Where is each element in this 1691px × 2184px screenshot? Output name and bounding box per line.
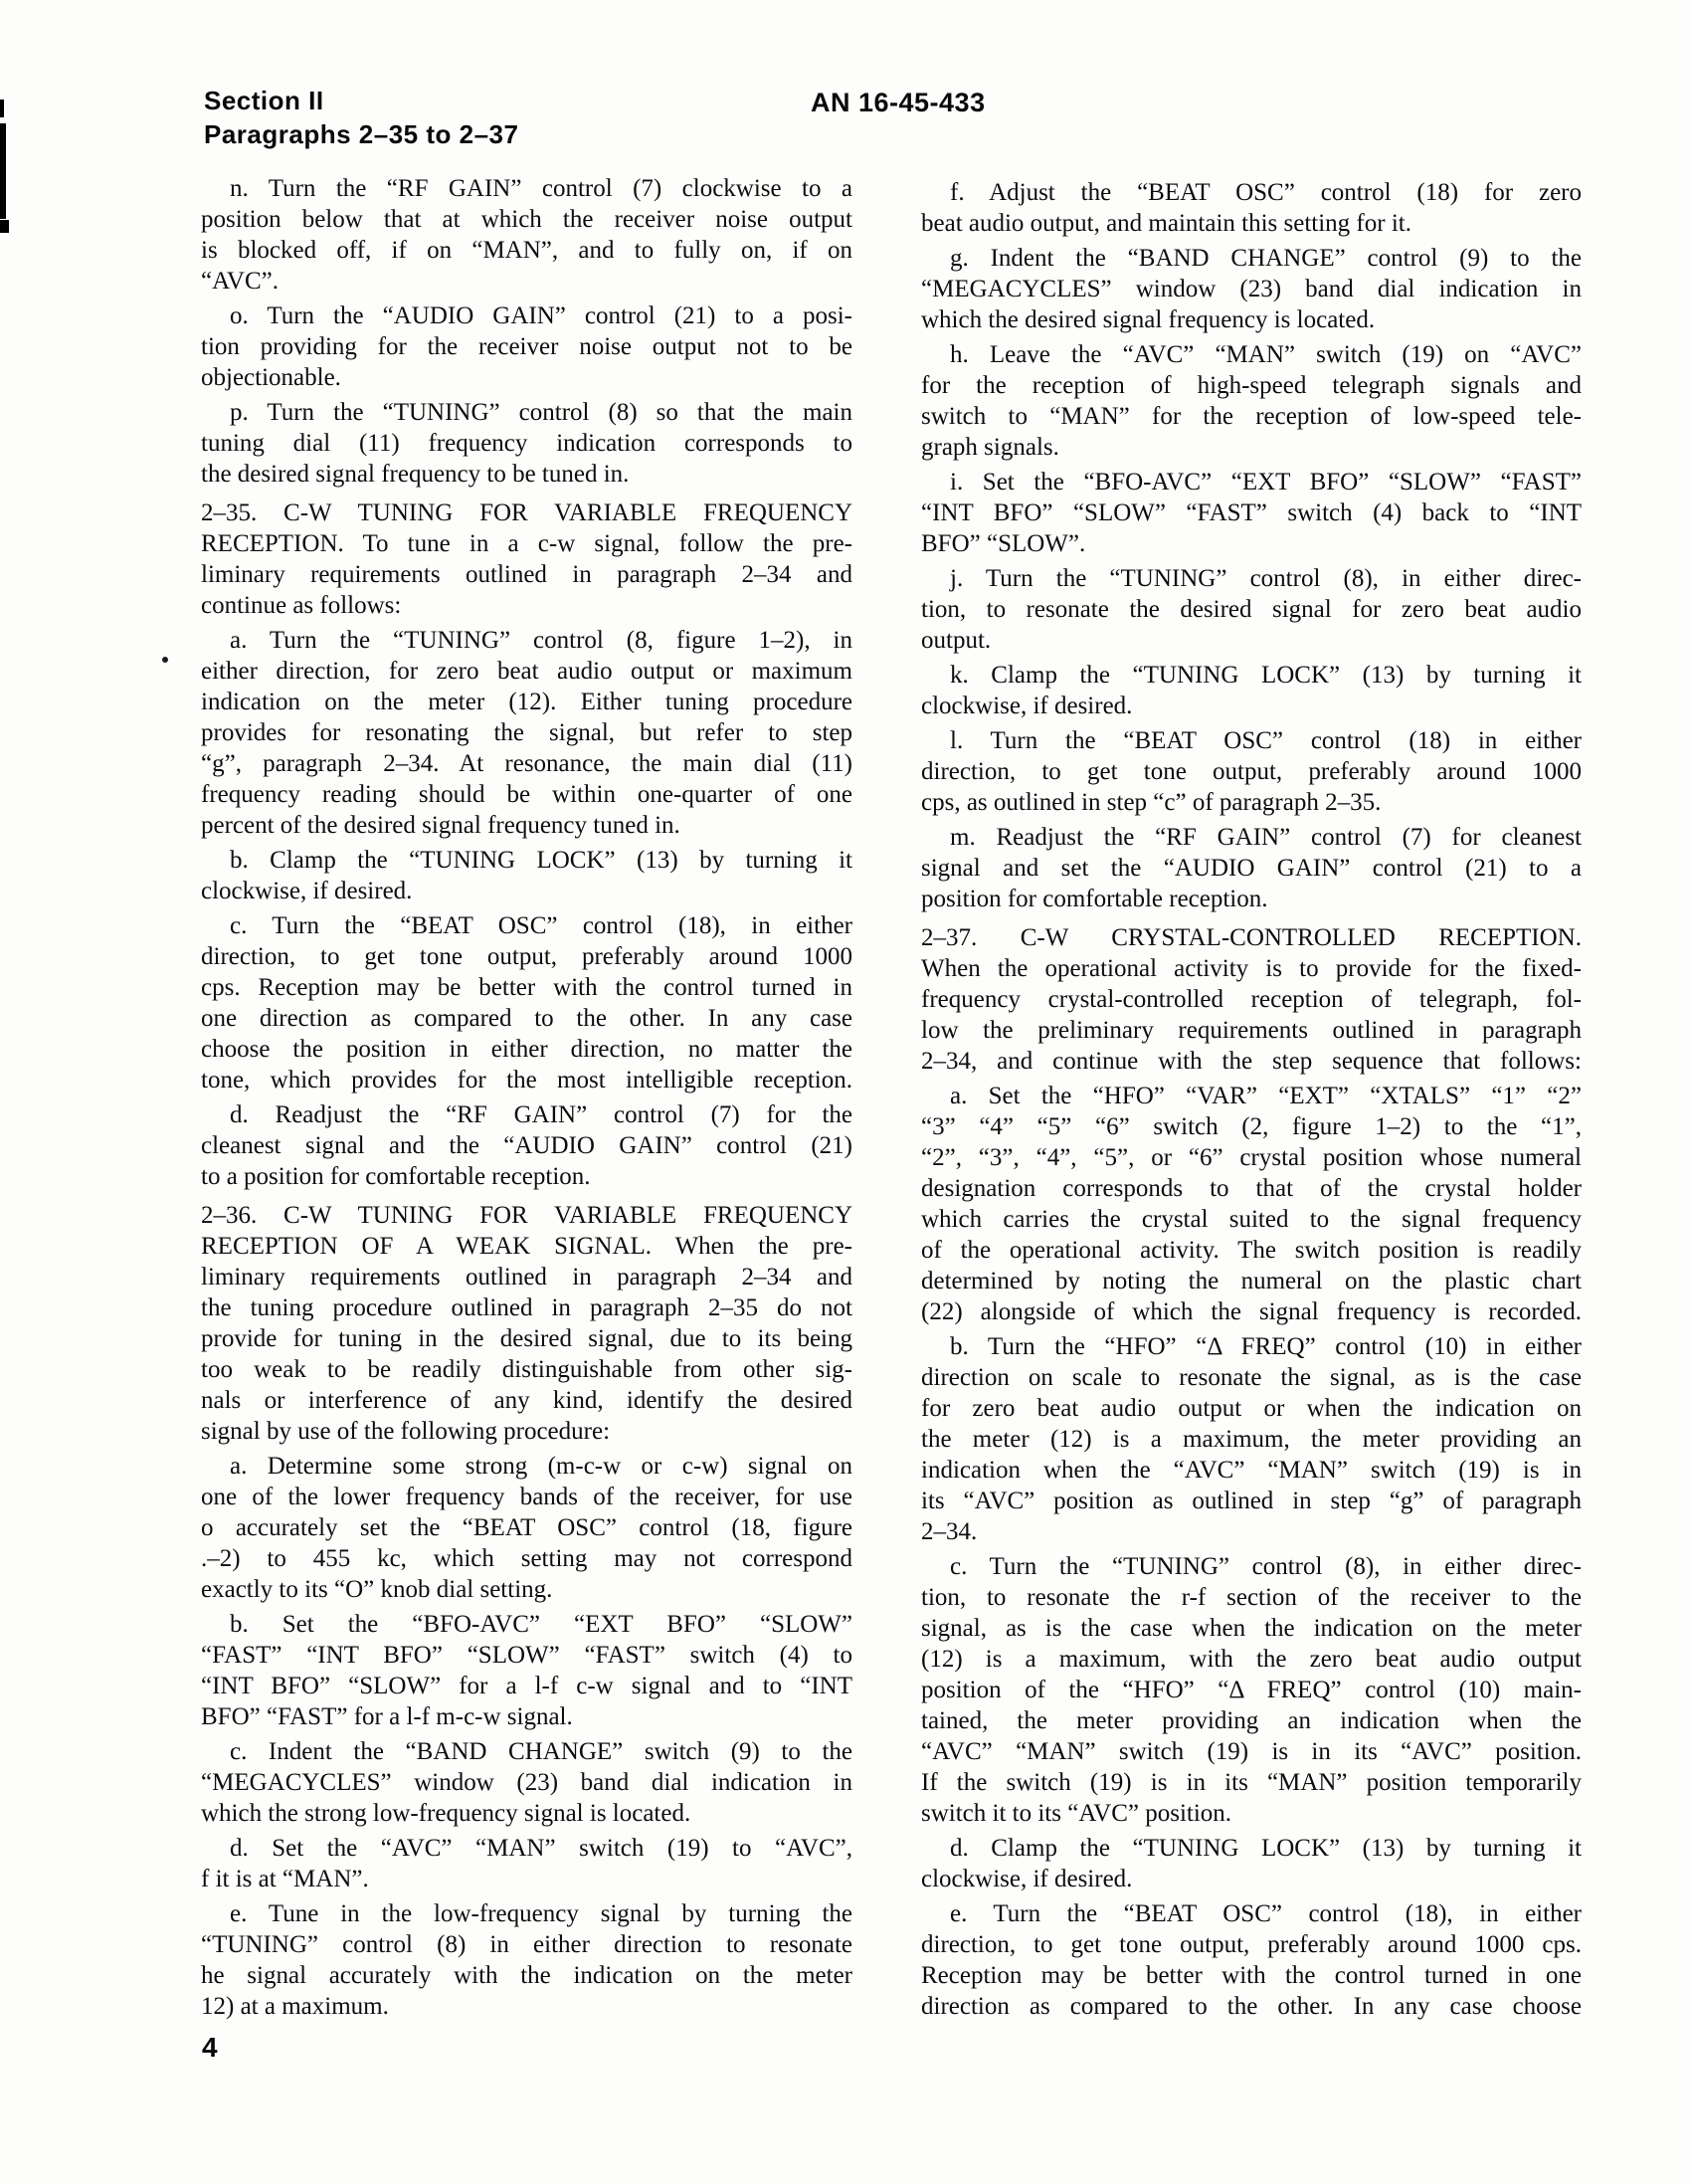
text-line: “INT BFO” “SLOW” “FAST” switch (4) back to “INT (921, 499, 1582, 526)
text-line: a. Determine some strong (m-c-w or c-w) signal on (230, 1453, 852, 1480)
step-paragraph (201, 1833, 852, 1894)
text-line: percent of the desired signal frequency tuned in. (201, 812, 680, 839)
step-paragraph (921, 1898, 1582, 2022)
text-line: “TUNING” control (8) in either direction to resonate (201, 1931, 852, 1958)
text-line: for zero beat audio output or when the indication on (921, 1395, 1582, 1422)
text-line: f it is at “MAN”. (201, 1866, 369, 1892)
text-line: switch to “MAN” for the reception of low-speed tele- (921, 403, 1582, 430)
text-line: tone, which provides for the most intelligible reception. (201, 1067, 852, 1093)
text-line: (22) alongside of which the signal frequency is recorded. (921, 1298, 1582, 1325)
text-line: b. Turn the “HFO” “Δ FREQ” control (10) in either (950, 1333, 1582, 1360)
text-line: the desired signal frequency to be tuned in. (201, 461, 630, 488)
text-line: switch it to its “AVC” position. (921, 1800, 1232, 1827)
text-line: of the operational activity. The switch position is readily (921, 1237, 1582, 1264)
text-line: provides for resonating the signal, but refer to step (201, 719, 852, 746)
text-line: beat audio output, and maintain this setting for it. (921, 210, 1411, 237)
text-line: b. Set the “BFO-AVC” “EXT BFO” “SLOW” (230, 1611, 852, 1638)
text-line: tained, the meter providing an indication when the (921, 1707, 1582, 1734)
text-line: cleanest signal and the “AUDIO GAIN” control (21) (201, 1132, 852, 1159)
text-line: 2–37. C-W CRYSTAL-CONTROLLED RECEPTION. (921, 924, 1582, 951)
text-line: f. Adjust the “BEAT OSC” control (18) for zero (950, 179, 1582, 206)
text-line: a. Set the “HFO” “VAR” “EXT” “XTALS” “1” “2” (950, 1083, 1582, 1109)
step-paragraph (201, 1609, 852, 1732)
text-line: (12) is a maximum, with the zero beat audio output (921, 1646, 1582, 1673)
text-line: Reception may be better with the control turned in one (921, 1962, 1582, 1989)
text-line: to a position for comfortable reception. (201, 1163, 591, 1190)
step-paragraph (201, 173, 852, 297)
text-line: position for comfortable reception. (921, 886, 1268, 912)
text-line: i. Set the “BFO-AVC” “EXT BFO” “SLOW” “FAST” (950, 469, 1582, 496)
text-line: tuning dial (11) frequency indication corresponds to (201, 430, 852, 457)
text-line: is blocked off, if on “MAN”, and to fully on, if on (201, 237, 852, 264)
text-line: clockwise, if desired. (921, 693, 1133, 719)
text-line: “FAST” “INT BFO” “SLOW” “FAST” switch (4) to (201, 1642, 852, 1669)
text-line: p. Turn the “TUNING” control (8) so that the main (230, 399, 852, 426)
step-paragraph (921, 1331, 1582, 1547)
text-line: the meter (12) is a maximum, the meter providing an (921, 1426, 1582, 1453)
step-paragraph (201, 845, 852, 906)
text-line: either direction, for zero beat audio output or maximum (201, 658, 852, 685)
text-line: which the desired signal frequency is located. (921, 306, 1376, 333)
text-line: direction, to get tone output, preferably around 1000 (201, 943, 852, 970)
step-paragraph (921, 339, 1582, 463)
text-line: g. Indent the “BAND CHANGE” control (9) to the (950, 245, 1582, 272)
text-line: indication when the “AVC” “MAN” switch (19) is in (921, 1457, 1582, 1484)
text-line: d. Clamp the “TUNING LOCK” (13) by turning it (950, 1835, 1582, 1862)
text-line: the tuning procedure outlined in paragraph 2–35 do not (201, 1294, 852, 1321)
text-line: nals or interference of any kind, identify the desired (201, 1387, 852, 1414)
text-line: m. Readjust the “RF GAIN” control (7) for cleanest (950, 824, 1582, 851)
text-line: frequency reading should be within one-quarter of one (201, 781, 852, 808)
text-line: 12) at a maximum. (201, 1993, 389, 2020)
step-paragraph (201, 910, 852, 1095)
text-line: objectionable. (201, 364, 341, 391)
text-line: a. Turn the “TUNING” control (8, figure 1–2), in (230, 627, 852, 654)
text-line: graph signals. (921, 434, 1059, 461)
step-paragraph (201, 1451, 852, 1605)
text-line: clockwise, if desired. (921, 1866, 1133, 1892)
text-line: low the preliminary requirements outlined in paragraph (921, 1017, 1582, 1044)
text-line: RECEPTION OF A WEAK SIGNAL. When the pre- (201, 1233, 852, 1260)
document-number: AN 16-45-433 (811, 88, 986, 117)
numbered-section-paragraph (921, 922, 1582, 1077)
text-line: “MEGACYCLES” window (23) band dial indication in (921, 276, 1582, 302)
text-line: 2–36. C-W TUNING FOR VARIABLE FREQUENCY (201, 1202, 852, 1229)
text-line: tion, to resonate the desired signal for zero beat audio (921, 596, 1582, 623)
step-paragraph (921, 822, 1582, 914)
paragraph-range-label: Paragraphs 2–35 to 2–37 (204, 119, 519, 149)
text-line: c. Turn the “BEAT OSC” control (18), in either (230, 912, 852, 939)
text-line: direction, to get tone output, preferably around 1000 cps. (921, 1931, 1582, 1958)
text-line: o accurately set the “BEAT OSC” control (18, figure (201, 1514, 852, 1541)
text-line: for the reception of high-speed telegraph signals and (921, 372, 1582, 399)
text-line: If the switch (19) is in its “MAN” position temporarily (921, 1769, 1582, 1796)
text-line: direction on scale to resonate the signal, as is the case (921, 1364, 1582, 1391)
text-line: determined by noting the numeral on the plastic chart (921, 1268, 1582, 1294)
step-paragraph (201, 625, 852, 841)
text-line: continue as follows: (201, 592, 402, 619)
step-paragraph (921, 660, 1582, 721)
text-line: BFO” “SLOW”. (921, 530, 1086, 557)
page-number: 4 (202, 2032, 218, 2063)
text-line: When the operational activity is to provide for the fixed- (921, 955, 1582, 982)
scan-artifact-mark (0, 220, 9, 233)
text-line: output. (921, 627, 992, 654)
scan-artifact-dot (162, 657, 168, 663)
text-line: he signal accurately with the indication on the meter (201, 1962, 852, 1989)
text-line: “AVC” “MAN” switch (19) is in its “AVC” position. (921, 1738, 1582, 1765)
text-line: frequency crystal-controlled reception of telegraph, fol- (921, 986, 1582, 1013)
text-line: one direction as compared to the other. In any case (201, 1005, 852, 1032)
scan-artifact-bar (0, 99, 4, 117)
text-line: h. Leave the “AVC” “MAN” switch (19) on “AVC” (950, 341, 1582, 368)
left-column (201, 173, 852, 2022)
step-paragraph (921, 1833, 1582, 1894)
text-line: clockwise, if desired. (201, 878, 413, 904)
text-line: b. Clamp the “TUNING LOCK” (13) by turning it (230, 847, 852, 874)
text-line: direction as compared to the other. In any case choose (921, 1993, 1582, 2020)
text-line: position below that at which the receiver noise output (201, 206, 852, 233)
section-label: Section II (204, 86, 324, 115)
text-line: l. Turn the “BEAT OSC” control (18) in either (950, 727, 1582, 754)
step-paragraph (201, 397, 852, 490)
page-header-left (204, 84, 518, 151)
text-line: direction, to get tone output, preferably around 1000 (921, 758, 1582, 785)
text-line: provide for tuning in the desired signal, due to its being (201, 1325, 852, 1352)
text-line: choose the position in either direction, no matter the (201, 1036, 852, 1063)
step-paragraph (921, 177, 1582, 239)
step-paragraph (921, 1551, 1582, 1829)
text-line: which carries the crystal suited to the signal frequency (921, 1206, 1582, 1233)
step-paragraph (921, 467, 1582, 559)
step-paragraph (201, 1898, 852, 2022)
text-line: “AVC”. (201, 268, 280, 295)
text-line: k. Clamp the “TUNING LOCK” (13) by turning it (950, 662, 1582, 689)
text-line: “g”, paragraph 2–34. At resonance, the main dial (11) (201, 750, 852, 777)
text-line: cps. Reception may be better with the control turned in (201, 974, 852, 1001)
text-line: RECEPTION. To tune in a c-w signal, follow the pre- (201, 530, 852, 557)
text-line: “MEGACYCLES” window (23) band dial indication in (201, 1769, 852, 1796)
numbered-section-paragraph (201, 1200, 852, 1447)
text-line: n. Turn the “RF GAIN” control (7) clockwise to a (230, 175, 852, 202)
step-paragraph (201, 1736, 852, 1829)
text-line: signal and set the “AUDIO GAIN” control (21) to a (921, 855, 1582, 882)
text-line: c. Indent the “BAND CHANGE” switch (9) to the (230, 1738, 852, 1765)
text-line: d. Set the “AVC” “MAN” switch (19) to “AVC”, (230, 1835, 852, 1862)
step-paragraph (921, 725, 1582, 818)
text-line: “2”, “3”, “4”, “5”, or “6” crystal position whose numeral (921, 1144, 1582, 1171)
step-paragraph (921, 1081, 1582, 1327)
text-line: c. Turn the “TUNING” control (8), in either direc- (950, 1553, 1582, 1580)
step-paragraph (921, 563, 1582, 656)
text-line: tion providing for the receiver noise output not to be (201, 333, 852, 360)
text-line: j. Turn the “TUNING” control (8), in either direc- (950, 565, 1582, 592)
text-line: o. Turn the “AUDIO GAIN” control (21) to a posi- (230, 302, 852, 329)
text-line: liminary requirements outlined in paragraph 2–34 and (201, 1264, 852, 1291)
text-line: d. Readjust the “RF GAIN” control (7) for the (230, 1101, 852, 1128)
text-line: one of the lower frequency bands of the receiver, for use (201, 1484, 852, 1510)
text-line: “INT BFO” “SLOW” for a l-f c-w signal and to “INT (201, 1673, 852, 1699)
right-column (921, 177, 1582, 2022)
text-line: liminary requirements outlined in paragraph 2–34 and (201, 561, 852, 588)
scan-artifact-bar (0, 123, 6, 219)
step-paragraph (201, 1099, 852, 1192)
numbered-section-paragraph (201, 497, 852, 621)
text-line: indication on the meter (12). Either tuning procedure (201, 689, 852, 715)
text-line: exactly to its “O” knob dial setting. (201, 1576, 553, 1603)
text-line: 2–35. C-W TUNING FOR VARIABLE FREQUENCY (201, 499, 852, 526)
text-line: “3” “4” “5” “6” switch (2, figure 1–2) to the “1”, (921, 1113, 1582, 1140)
text-line: e. Turn the “BEAT OSC” control (18), in either (950, 1900, 1582, 1927)
text-line: its “AVC” position as outlined in step “g” of paragraph (921, 1488, 1582, 1514)
text-line: position of the “HFO” “Δ FREQ” control (10) main- (921, 1677, 1582, 1703)
text-line: BFO” “FAST” for a l-f m-c-w signal. (201, 1703, 573, 1730)
text-line: .–2) to 455 kc, which setting may not correspond (201, 1545, 852, 1572)
text-line: signal by use of the following procedure: (201, 1418, 611, 1445)
text-line: designation corresponds to that of the crystal holder (921, 1175, 1582, 1202)
text-line: 2–34, and continue with the step sequence that follows: (921, 1048, 1582, 1075)
text-line: signal, as is the case when the indication on the meter (921, 1615, 1582, 1642)
text-line: cps, as outlined in step “c” of paragraph 2–35. (921, 789, 1382, 816)
text-line: too weak to be readily distinguishable from other sig- (201, 1356, 852, 1383)
text-line: 2–34. (921, 1518, 978, 1545)
step-paragraph (921, 243, 1582, 335)
text-line: tion, to resonate the r-f section of the receiver to the (921, 1584, 1582, 1611)
text-line: which the strong low-frequency signal is located. (201, 1800, 691, 1827)
text-line: e. Tune in the low-frequency signal by turning the (230, 1900, 852, 1927)
step-paragraph (201, 300, 852, 393)
